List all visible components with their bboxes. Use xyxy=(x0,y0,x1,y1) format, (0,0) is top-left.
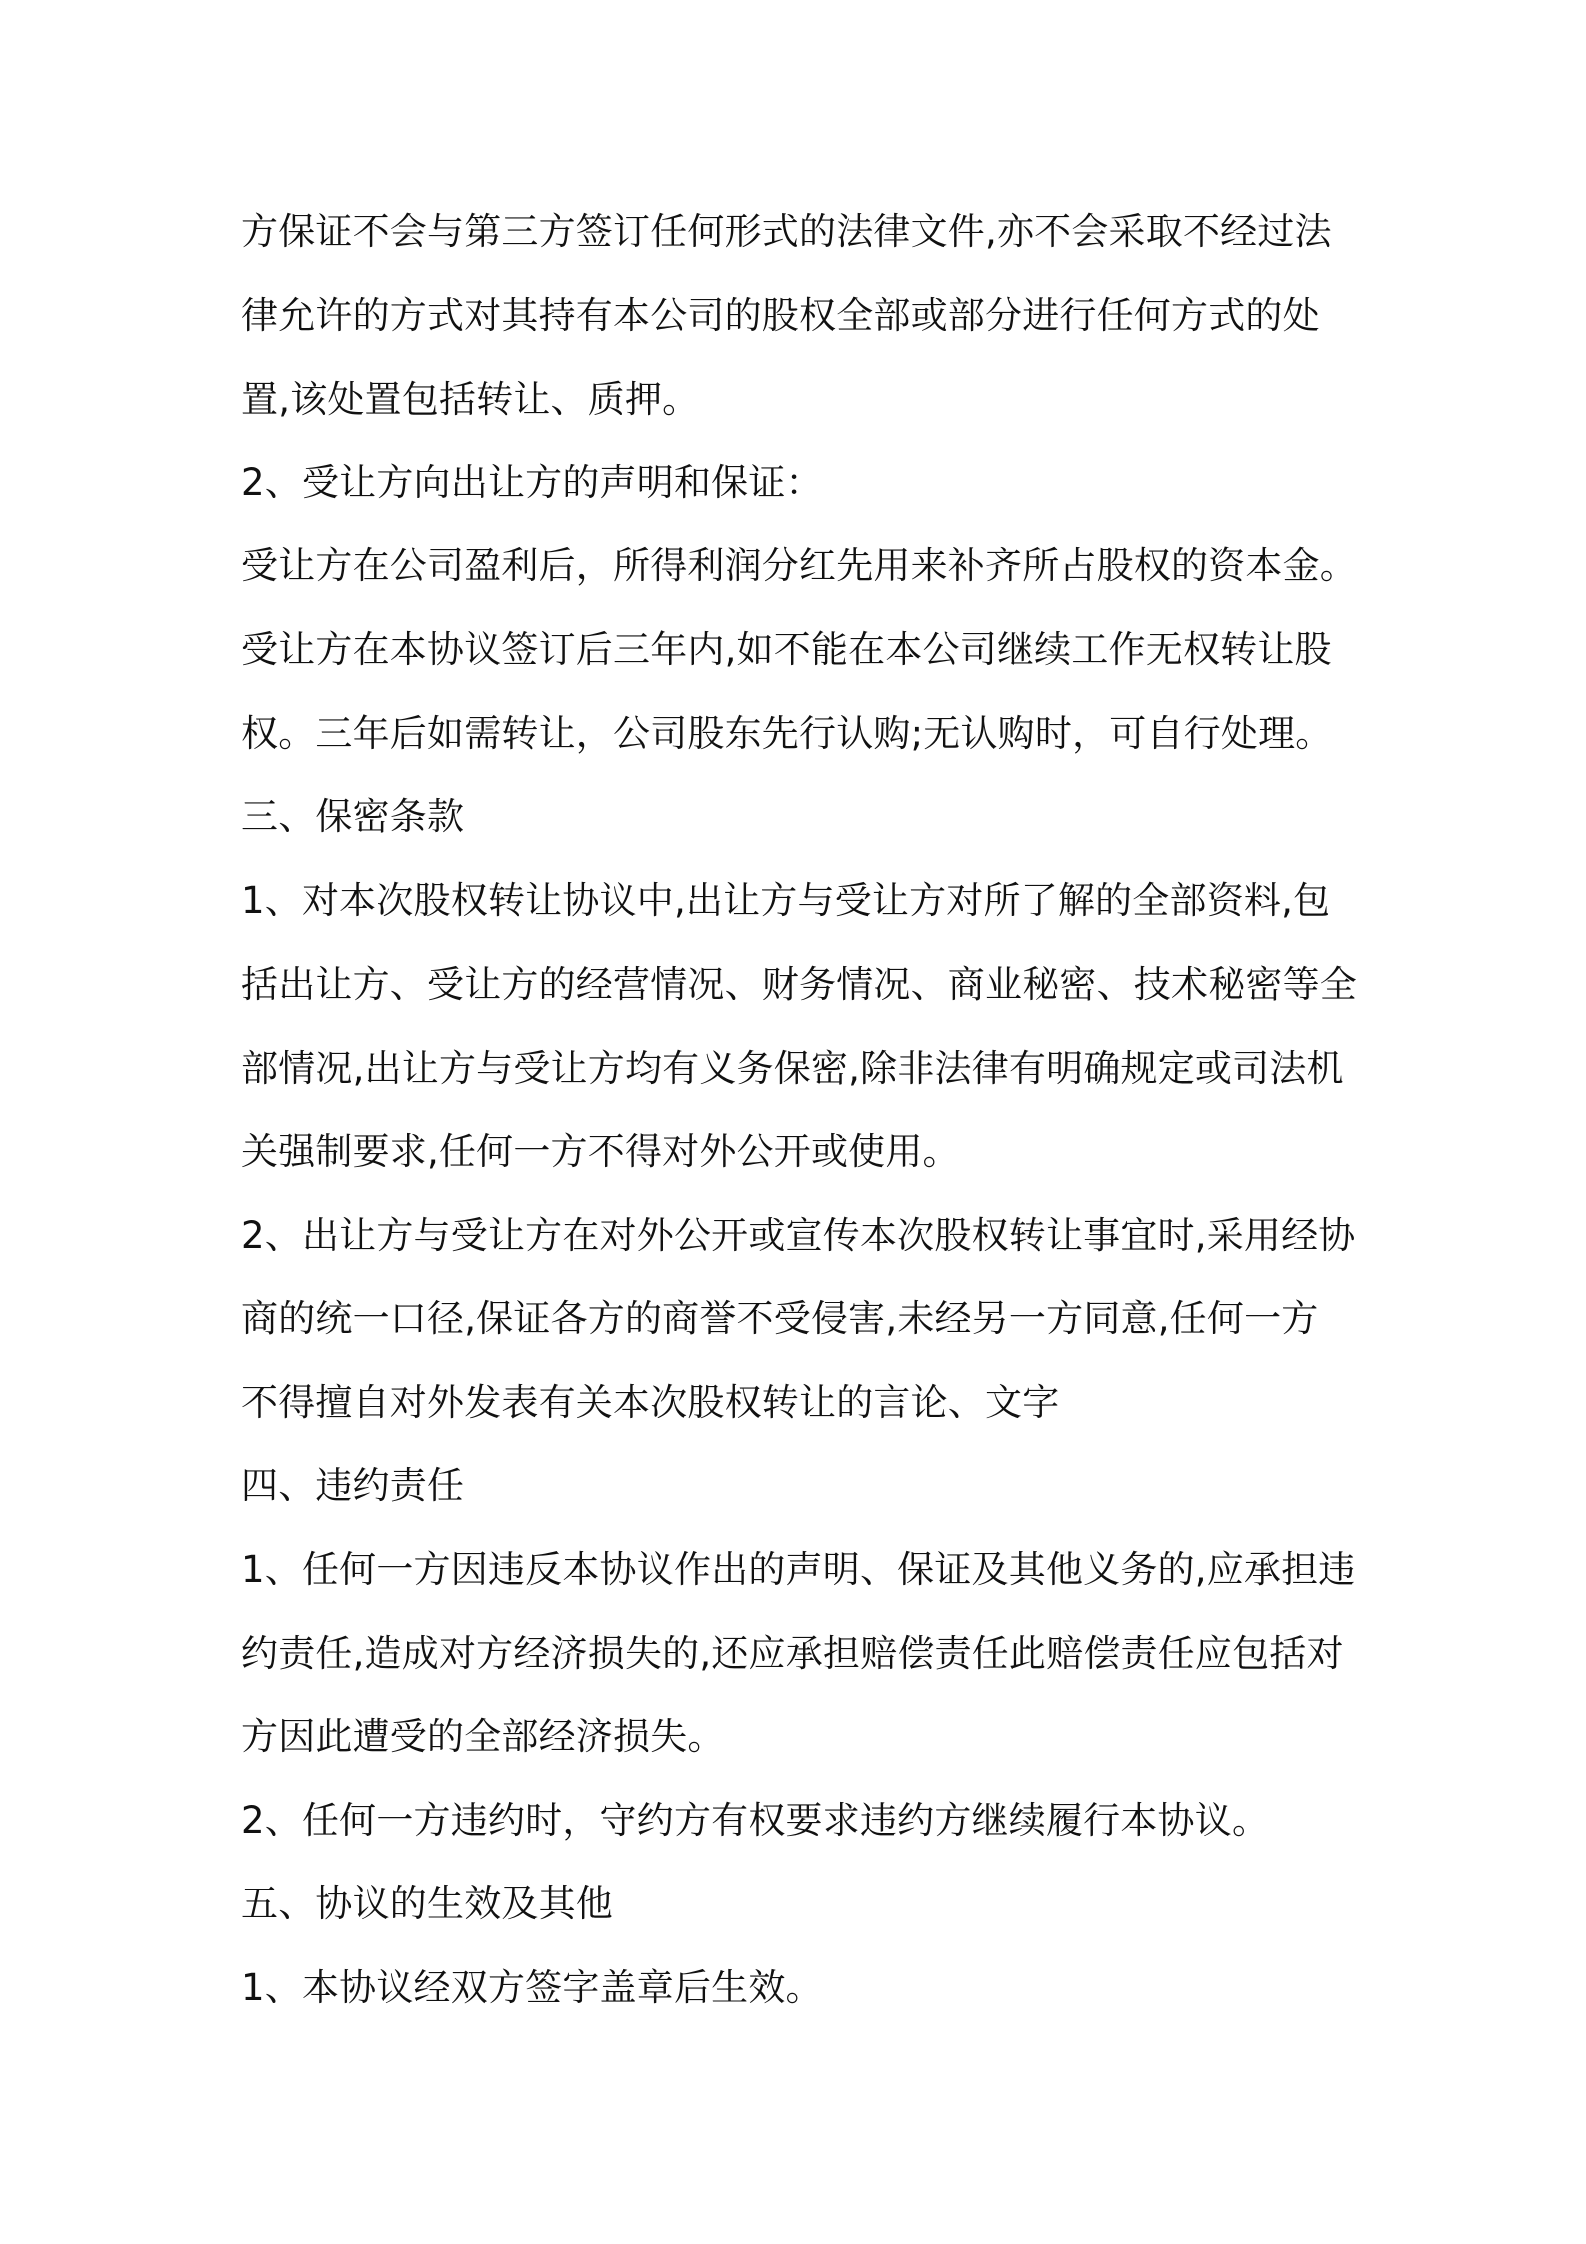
section-heading: 四、违约责任 xyxy=(241,1464,465,1507)
section-heading: 三、保密条款 xyxy=(241,795,465,838)
section-heading: 五、协议的生效及其他 xyxy=(241,1882,613,1925)
text-line: 1、本协议经双方签字盖章后生效。 xyxy=(241,1966,823,2009)
text-line: 权。三年后如需转让，公司股东先行认购;无认购时，可自行处理。 xyxy=(241,712,1333,755)
text-line: 括出让方、受让方的经营情况、财务情况、商业秘密、技术秘密等全 xyxy=(241,963,1357,1006)
text-line: 置,该处置包括转让、质押。 xyxy=(241,378,700,421)
text-line: 约责任,造成对方经济损失的,还应承担赔偿责任此赔偿责任应包括对 xyxy=(241,1632,1344,1675)
text-line: 受让方在本协议签订后三年内,如不能在本公司继续工作无权转让股 xyxy=(241,628,1332,671)
text-line: 关强制要求,任何一方不得对外公开或使用。 xyxy=(241,1130,960,1173)
section-heading: 2、受让方向出让方的声明和保证： xyxy=(241,461,823,504)
text-line: 2、任何一方违约时，守约方有权要求违约方继续履行本协议。 xyxy=(241,1799,1270,1842)
text-line: 方因此遭受的全部经济损失。 xyxy=(241,1715,725,1758)
text-line: 1、任何一方因违反本协议作出的声明、保证及其他义务的,应承担违 xyxy=(241,1548,1356,1591)
text-line: 2、出让方与受让方在对外公开或宣传本次股权转让事宜时,采用经协 xyxy=(241,1214,1356,1257)
text-line: 1、对本次股权转让协议中,出让方与受让方对所了解的全部资料,包 xyxy=(241,879,1331,922)
text-line: 方保证不会与第三方签订任何形式的法律文件,亦不会采取不经过法 xyxy=(241,210,1332,253)
text-line: 受让方在公司盈利后，所得利润分红先用来补齐所占股权的资本金。 xyxy=(241,544,1357,587)
text-line: 律允许的方式对其持有本公司的股权全部或部分进行任何方式的处 xyxy=(241,294,1320,337)
text-line: 商的统一口径,保证各方的商誉不受侵害,未经另一方同意,任何一方 xyxy=(241,1297,1319,1340)
text-line: 不得擅自对外发表有关本次股权转让的言论、文字 xyxy=(241,1381,1060,1424)
text-line: 部情况,出让方与受让方均有义务保密,除非法律有明确规定或司法机 xyxy=(241,1047,1344,1090)
